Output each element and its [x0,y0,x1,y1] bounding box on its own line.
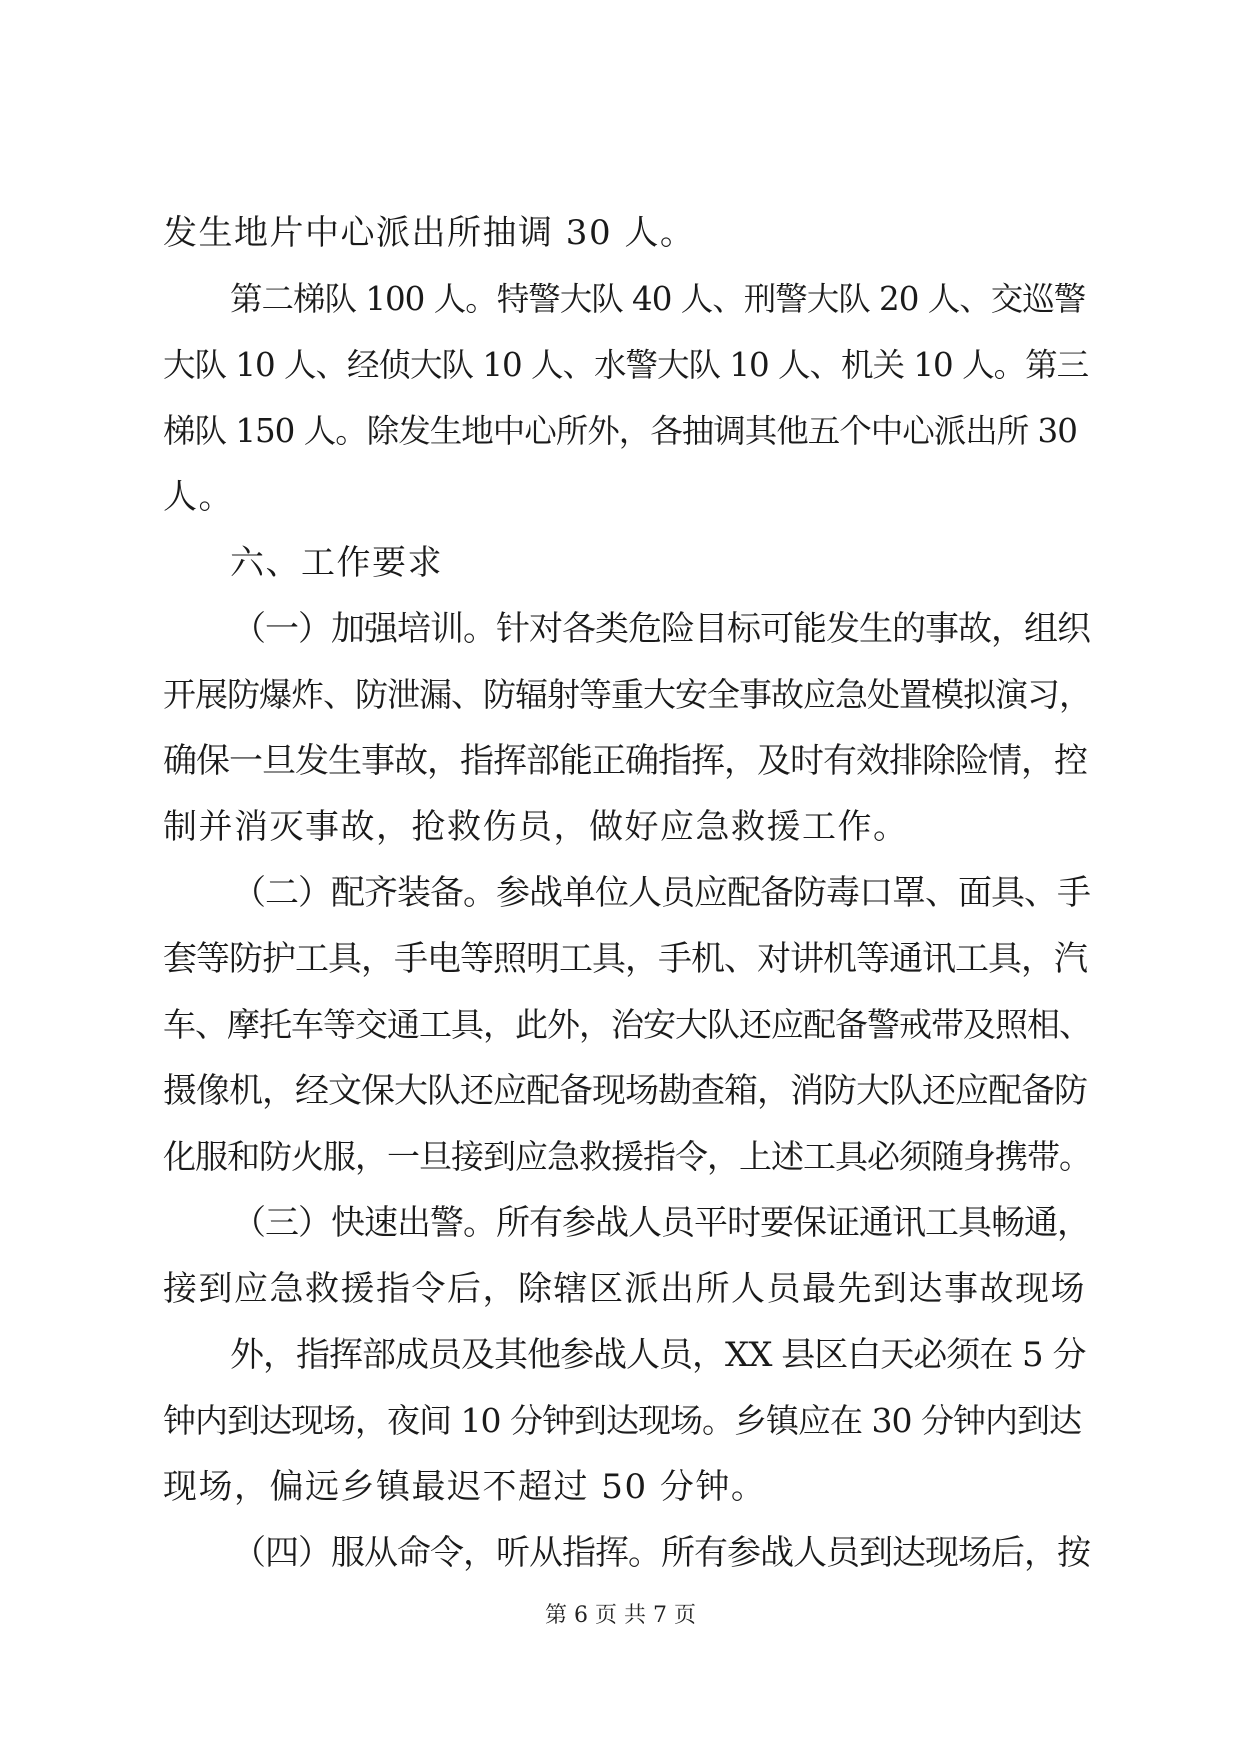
page-number-footer: 第 6 页 共 7 页 [545,1603,696,1628]
text-line-21: （四）服从命令，听从指挥。所有参战人员到达现场后，按 [232,1533,1090,1573]
text-line-18: 外，指挥部成员及其他参战人员，XX 县区白天必须在 5 分 [230,1335,1086,1375]
text-line-3: 大队 10 人、经侦大队 10 人、水警大队 10 人、机关 10 人。第三 [163,346,1089,384]
text-line-1: 发生地片中心派出所抽调 30 人。 [163,213,696,253]
text-line-4: 梯队 150 人。除发生地中心所外，各抽调其他五个中心派出所 30 [163,412,1077,450]
text-line-17: 接到应急救援指令后，除辖区派出所人员最先到达事故现场 [163,1269,1086,1309]
text-line-7: （一）加强培训。针对各类危险目标可能发生的事故，组织 [232,609,1090,649]
text-line-2: 第二梯队 100 人。特警大队 40 人、刑警大队 20 人、交巡警 [230,280,1086,318]
text-line-16: （三）快速出警。所有参战人员平时要保证通讯工具畅通， [232,1203,1090,1243]
text-line-13: 车、摩托车等交通工具，此外，治安大队还应配备警戒带及照相、 [163,1005,1091,1044]
text-line-15: 化服和防火服，一旦接到应急救援指令，上述工具必须随身携带。 [163,1137,1091,1176]
section-heading: 六、工作要求 [230,543,443,583]
text-line-10: 制并消灭事故，抢救伤员，做好应急救援工作。 [163,807,909,847]
text-line-5: 人。 [163,477,234,517]
text-line-14: 摄像机，经文保大队还应配备现场勘查箱，消防大队还应配备防 [163,1071,1087,1111]
text-line-19: 钟内到达现场，夜间 10 分钟到达现场。乡镇应在 30 分钟内到达 [163,1401,1081,1440]
text-line-8: 开展防爆炸、防泄漏、防辐射等重大安全事故应急处置模拟演习， [163,675,1091,714]
text-line-12: 套等防护工具，手电等照明工具，手机、对讲机等通讯工具，汽 [163,939,1087,979]
text-line-20: 现场，偏远乡镇最迟不超过 50 分钟。 [163,1467,767,1507]
text-line-9: 确保一旦发生事故，指挥部能正确指挥，及时有效排除险情，控 [163,741,1087,781]
text-line-11: （二）配齐装备。参战单位人员应配备防毒口罩、面具、手 [232,873,1090,913]
